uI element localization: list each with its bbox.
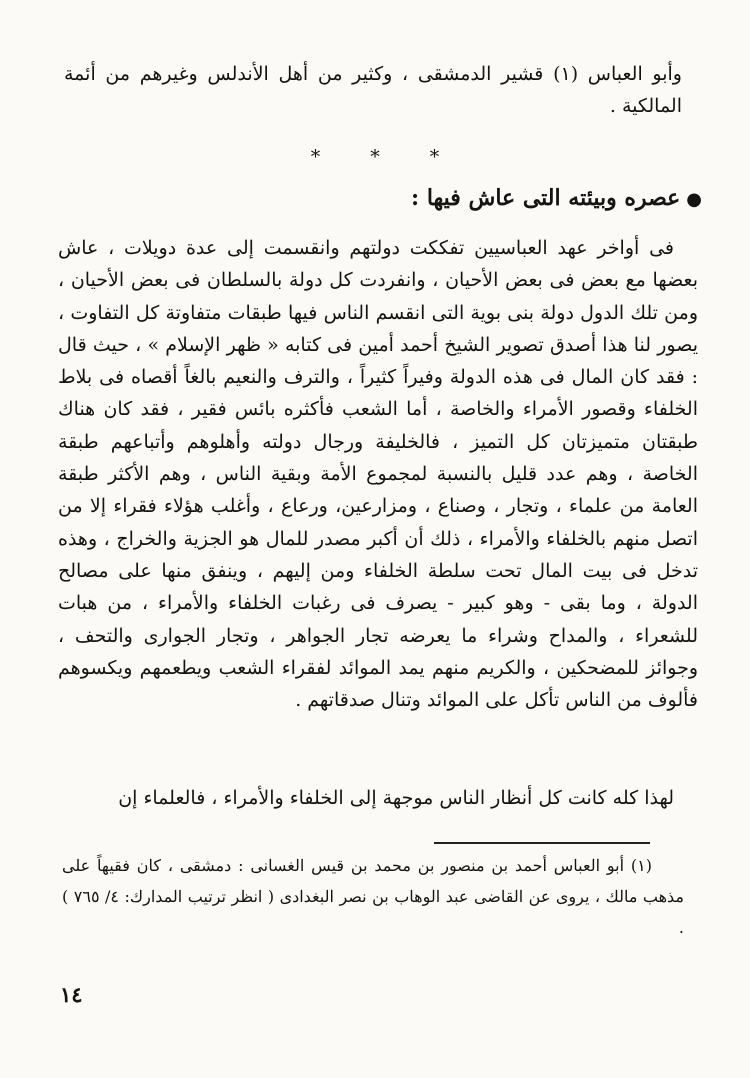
intro-paragraph: وأبو العباس (١) قشير الدمشقى ، وكثير من أهل الأندلس وغيرهم من أئمة المالكية . <box>64 63 682 117</box>
section-separator <box>0 146 750 168</box>
footnote-divider <box>434 842 650 844</box>
footnote: (١) أبو العباس أحمد بن منصور بن محمد بن قيس الغسانى : دمشقى ، كان فقيهاً على مذهب مالك ، يروى عن القاضى عبد الوهاب بن نصر البغدادى ( انظر ترتيب المدارك: ٤/ ٧٦٥ ) . <box>62 856 685 937</box>
body-paragraph: فى أواخر عهد العباسيين تفككت دولتهم وانقسمت إلى عدة دويلات ، عاش بعضها مع بعض فى بعض الأحيان ، وانفردت كل دولة بالسلطان فى بعض الأحيان ، ومن تلك الدول دولة بنى بوية التى انقسم الناس فيها طبقات متفاوتة كل التفاوت ، يصور لنا هذا أصدق تصوير الشيخ أحمد أمين فى كتابه « ظهر الإسلام » ، حيث قال : فقد كان المال فى هذه الدولة وفيراً كثيراً ، والترف والنعيم بالغاً أقصاه فى بلاط الخلفاء وقصور الأمراء والخاصة ، أما الشعب فأكثره بائس فقير ، فقد كان هناك طبقتان متميزتان كل التميز ، فالخليفة ورجال دولته وأهلوهم وأتباعهم طبقة الخاصة ، وهم عدد قليل بالنسبة لمجموع الأمة وبقية الناس ، وهم الأكثر طبقة العامة من علماء ، وتجار ، وصناع ، ومزارعين، ورعاع ، وأغلب هؤلاء فقراء إلا من اتصل منهم بالخلفاء والأمراء ، ذلك أن أكبر مصدر للمال هو الجزية والخراج ، وهذه تدخل فى بيت المال تحت سلطة الخلفاء ومن إليهم ، وينفق منها على مصالح الدولة ، وما بقى - وهو كبير - يصرف فى رغبات الخلفاء والأمراء ، من هبات للشعراء ، والمداح وشراء ما يعرضه تجار الجواهر ، وتجار الجوارى والتحف ، وجوائز للمضحكين ، والكريم منهم يمد الموائد لفقراء الشعب ويطعمهم ويكسوهم فألوف من الناس تأكل على الموائد وتنال صدقاتهم . <box>58 237 698 712</box>
page-number: ١٤ <box>60 982 83 1007</box>
separator-star: * <box>429 146 440 168</box>
separator-star: * <box>310 146 321 168</box>
section-heading <box>62 180 702 218</box>
body-paragraph: لهذا كله كانت كل أنظار الناس موجهة إلى الخلفاء والأمراء ، فالعلماء إن <box>118 787 674 809</box>
bullet-icon: ● <box>686 189 702 210</box>
section-heading-text: عصره وبيئته التى عاش فيها : <box>411 185 681 211</box>
separator-star: * <box>370 146 380 168</box>
